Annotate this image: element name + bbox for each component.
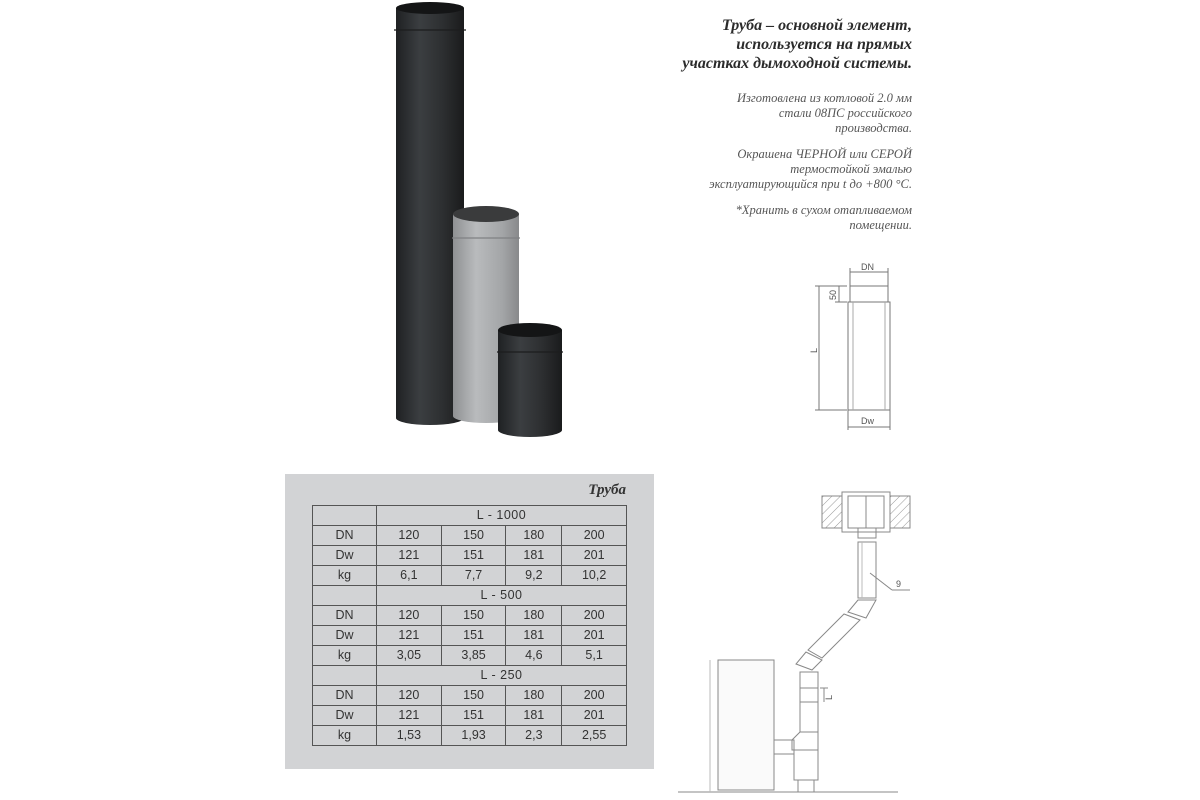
material-text: Изготовлена из котловой 2.0 мм стали 08ПС российского производства. [737,91,912,135]
spec-cell: 5,1 [562,646,627,666]
spec-row-label: Dw [313,626,377,646]
spec-table-panel [285,474,654,769]
spec-row-label: Dw [313,706,377,726]
spec-cell: 150 [441,526,506,546]
spec-cell: 121 [377,546,442,566]
spec-cell: 120 [377,686,442,706]
spec-cell: 201 [562,546,627,566]
spec-row [313,526,627,546]
spec-cell: 7,7 [441,566,506,586]
spec-cell: 181 [506,626,562,646]
spec-group-label: L - 1000 [377,506,627,526]
spec-cell: 200 [562,686,627,706]
spec-cell: 200 [562,526,627,546]
installation-diagram [670,488,915,800]
spec-cell: 180 [506,526,562,546]
spec-cell: 1,93 [441,726,506,746]
pipe-dimension-drawing [805,258,905,438]
spec-cell: 2,55 [562,726,627,746]
label-dw: Dw [861,416,874,426]
spec-cell: 180 [506,606,562,626]
install-length-l: L [824,694,834,700]
spec-cell: 4,6 [506,646,562,666]
short-black-pipe [497,323,563,437]
spec-group-label: L - 250 [377,666,627,686]
label-collar-50: 50 [828,289,838,300]
spec-group-header [313,586,627,606]
spec-row-label: DN [313,606,377,626]
spec-cell: 120 [377,606,442,626]
spec-group-header [313,506,627,526]
spec-row-label: kg [313,566,377,586]
spec-row [313,566,627,586]
label-dn: DN [861,262,874,272]
spec-cell: 9,2 [506,566,562,586]
spec-row-label: DN [313,686,377,706]
spec-row-label: Dw [313,546,377,566]
spec-table [312,505,627,746]
spec-cell: 180 [506,686,562,706]
description-headline: Труба – основной элемент, используется на прямых участках дымоходной системы. [682,17,912,72]
callout-9: 9 [896,579,902,589]
pipe-product-image [380,0,580,450]
spec-cell: 3,05 [377,646,442,666]
spec-row [313,606,627,626]
spec-row [313,646,627,666]
product-description [560,8,912,233]
spec-row [313,546,627,566]
label-length-l: L [809,347,819,353]
spec-cell: 120 [377,526,442,546]
spec-group-label: L - 500 [377,586,627,606]
spec-cell: 6,1 [377,566,442,586]
spec-table-title: Труба [588,482,626,498]
spec-group-spacer [313,666,377,686]
spec-cell: 121 [377,626,442,646]
spec-cell: 201 [562,706,627,726]
spec-row [313,706,627,726]
spec-row [313,686,627,706]
spec-group-spacer [313,586,377,606]
spec-group-header [313,666,627,686]
spec-cell: 150 [441,686,506,706]
spec-row [313,626,627,646]
spec-row [313,726,627,746]
spec-cell: 3,85 [441,646,506,666]
spec-cell: 200 [562,606,627,626]
spec-cell: 2,3 [506,726,562,746]
spec-cell: 150 [441,606,506,626]
spec-cell: 151 [441,706,506,726]
spec-row-label: kg [313,646,377,666]
spec-cell: 181 [506,706,562,726]
spec-row-label: kg [313,726,377,746]
spec-row-label: DN [313,526,377,546]
spec-cell: 121 [377,706,442,726]
spec-cell: 1,53 [377,726,442,746]
spec-cell: 10,2 [562,566,627,586]
spec-cell: 151 [441,546,506,566]
storage-note: *Хранить в сухом отапливаемом помещении. [735,203,912,232]
spec-cell: 181 [506,546,562,566]
coating-text: Окрашена ЧЕРНОЙ или СЕРОЙ термостойкой эмалью эксплуатирующийся при t до +800 °С. [709,147,912,191]
spec-group-spacer [313,506,377,526]
spec-cell: 151 [441,626,506,646]
spec-cell: 201 [562,626,627,646]
